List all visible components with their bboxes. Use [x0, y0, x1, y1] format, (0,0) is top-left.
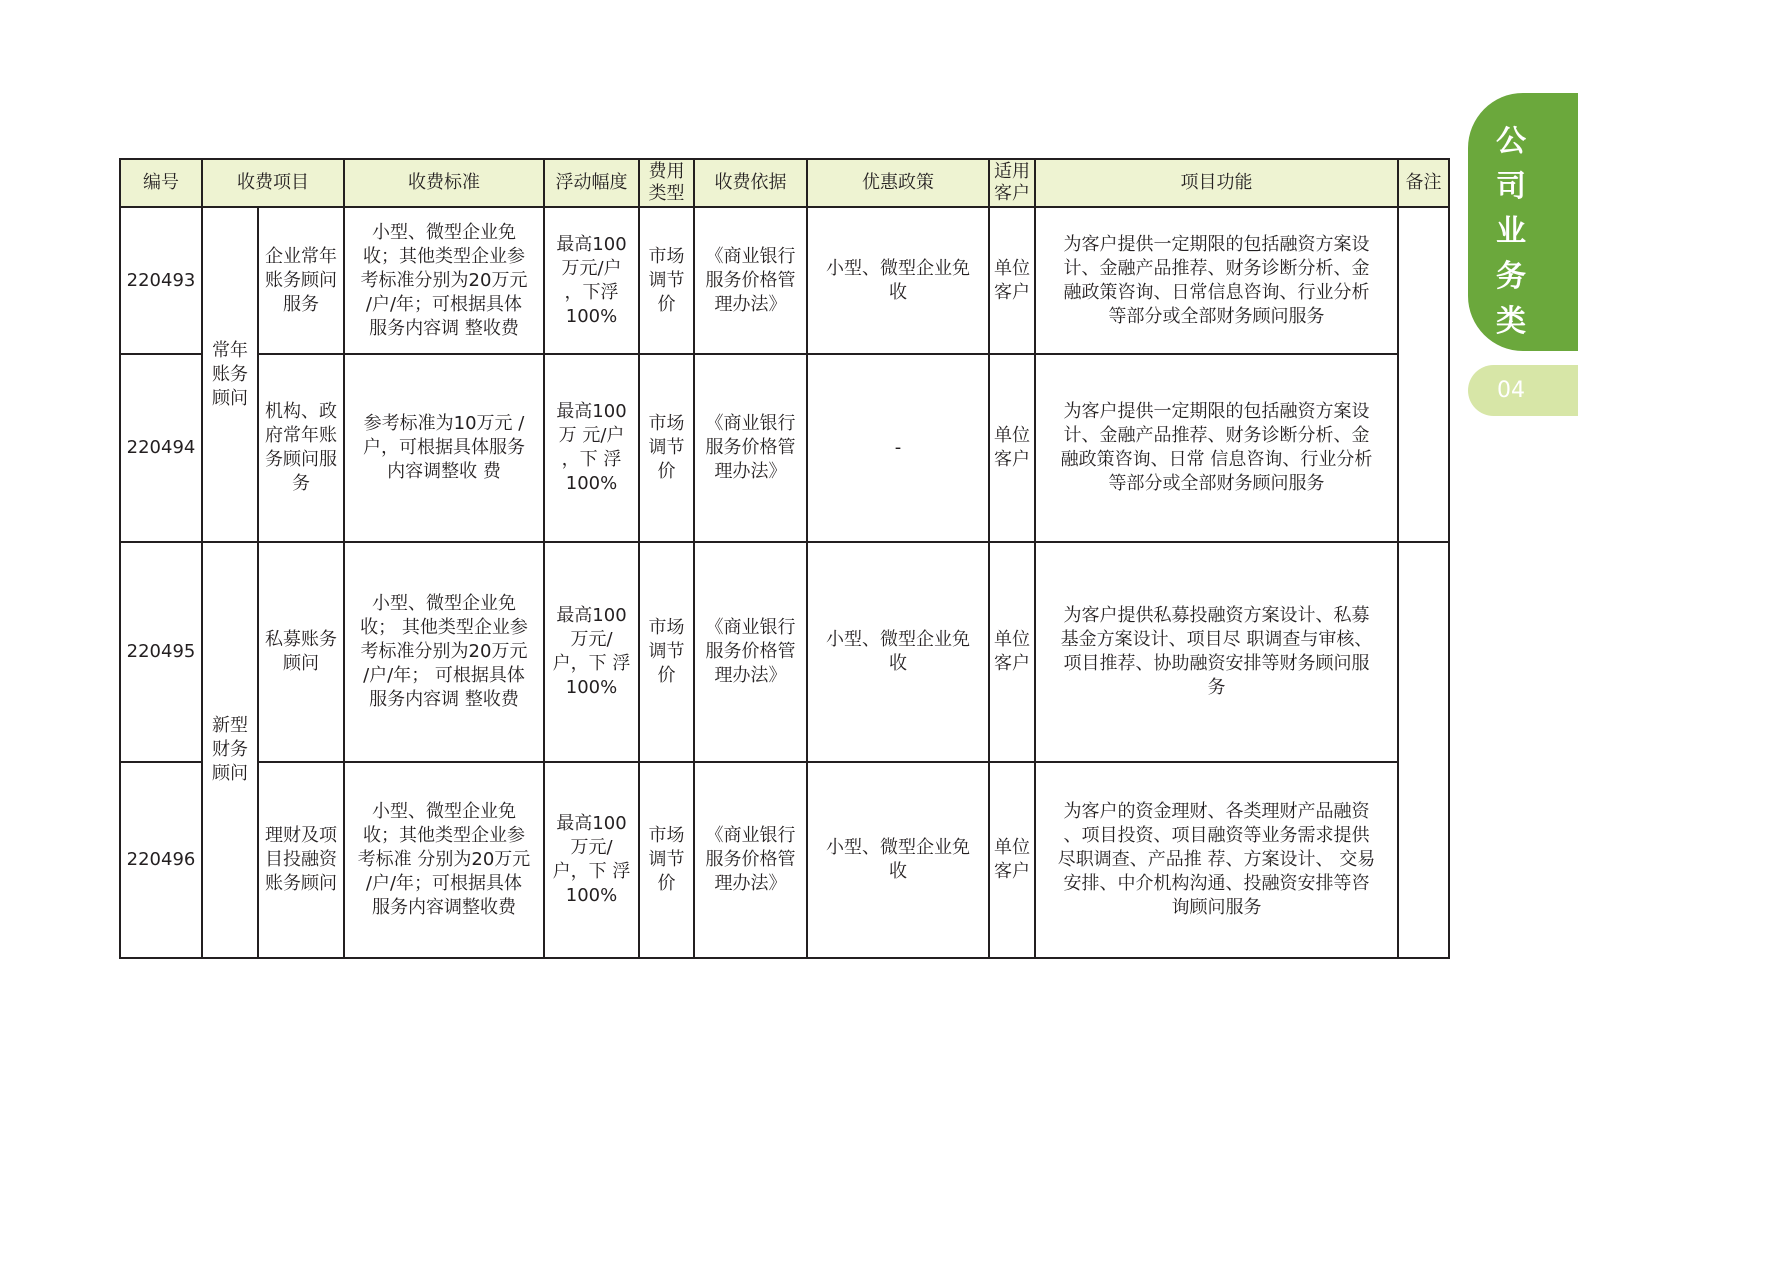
fee-type: 市场 调节 价 — [639, 762, 694, 958]
fee-standard: 小型、微型企业免 收；其他类型企业参 考标准 分别为20万元 /户/年；可根据具体 服务内容调整收费 — [344, 762, 544, 958]
table-row — [120, 762, 1449, 958]
fee-standard: 小型、微型企业免 收； 其他类型企业参 考标准分别为20万元 /户/年； 可根据具体 服务内容调 整收费 — [344, 542, 544, 762]
fee-type: 市场 调节 价 — [639, 354, 694, 542]
fee-function: 为客户提供一定期限的包括融资方案设 计、金融产品推荐、财务诊断分析、金 融政策咨询、日常信息咨询、行业分析 等部分或全部财务顾问服务 — [1035, 207, 1398, 354]
fee-discount: 小型、微型企业免 收 — [807, 762, 989, 958]
fee-basis: 《商业银行 服务价格管 理办法》 — [694, 542, 807, 762]
page-number-tab — [1468, 365, 1578, 416]
fee-basis: 《商业银行 服务价格管 理办法》 — [694, 354, 807, 542]
header-row — [120, 159, 1449, 207]
table-row — [120, 207, 1449, 354]
fee-range: 最高100 万元/ 户，下 浮 100% — [544, 542, 639, 762]
group-label: 常年 账务 顾问 — [202, 207, 258, 542]
fee-client: 单位 客户 — [989, 762, 1035, 958]
fee-client: 单位 客户 — [989, 207, 1035, 354]
fee-id: 220493 — [120, 207, 202, 354]
fee-client: 单位 客户 — [989, 354, 1035, 542]
fee-discount: - — [807, 354, 989, 542]
fee-basis: 《商业银行 服务价格管 理办法》 — [694, 762, 807, 958]
category-tab-label: 公 司 业 务 类 — [1496, 124, 1526, 339]
fee-note — [1398, 542, 1449, 958]
header-basis: 收费依据 — [694, 159, 807, 207]
fee-discount: 小型、微型企业免 收 — [807, 207, 989, 354]
fee-basis: 《商业银行 服务价格管 理办法》 — [694, 207, 807, 354]
group-label: 新型 财务 顾问 — [202, 542, 258, 958]
fee-client: 单位 客户 — [989, 542, 1035, 762]
fee-standard: 参考标准为10万元 / 户，可根据具体服务 内容调整收 费 — [344, 354, 544, 542]
fee-function: 为客户提供一定期限的包括融资方案设 计、金融产品推荐、财务诊断分析、金 融政策咨询、日常 信息咨询、行业分析 等部分或全部财务顾问服务 — [1035, 354, 1398, 542]
header-fee-type: 费用 类型 — [639, 159, 694, 207]
fee-note — [1398, 207, 1449, 542]
fee-function: 为客户的资金理财、各类理财产品融资 、项目投资、项目融资等业务需求提供 尽职调查、产品推 荐、方案设计、 交易 安排、中介机构沟通、投融资安排等咨 询顾问服务 — [1035, 762, 1398, 958]
fee-item: 理财及项 目投融资 账务顾问 — [258, 762, 344, 958]
header-item: 收费项目 — [202, 159, 344, 207]
fee-item: 私募账务 顾问 — [258, 542, 344, 762]
category-tab — [1468, 93, 1578, 351]
header-client: 适用 客户 — [989, 159, 1035, 207]
fee-id: 220495 — [120, 542, 202, 762]
fee-id: 220496 — [120, 762, 202, 958]
fee-table — [119, 158, 1450, 959]
fee-function: 为客户提供私募投融资方案设计、私募 基金方案设计、项目尽 职调查与审核、 项目推荐、协助融资安排等财务顾问服 务 — [1035, 542, 1398, 762]
fee-range: 最高100 万元/ 户，下 浮 100% — [544, 762, 639, 958]
fee-item: 机构、政 府常年账 务顾问服 务 — [258, 354, 344, 542]
header-id: 编号 — [120, 159, 202, 207]
header-range: 浮动幅度 — [544, 159, 639, 207]
fee-type: 市场 调节 价 — [639, 542, 694, 762]
fee-range: 最高100 万元/户 ，下浮 100% — [544, 207, 639, 354]
header-discount: 优惠政策 — [807, 159, 989, 207]
fee-discount: 小型、微型企业免 收 — [807, 542, 989, 762]
fee-range: 最高100 万 元/户 ，下 浮 100% — [544, 354, 639, 542]
table-row — [120, 354, 1449, 542]
header-note: 备注 — [1398, 159, 1449, 207]
fee-type: 市场 调节 价 — [639, 207, 694, 354]
header-standard: 收费标准 — [344, 159, 544, 207]
fee-item: 企业常年 账务顾问 服务 — [258, 207, 344, 354]
fee-id: 220494 — [120, 354, 202, 542]
table-row — [120, 542, 1449, 762]
fee-standard: 小型、微型企业免 收；其他类型企业参 考标准分别为20万元 /户/年；可根据具体 服务内容调 整收费 — [344, 207, 544, 354]
page-number: 04 — [1497, 378, 1525, 403]
header-function: 项目功能 — [1035, 159, 1398, 207]
